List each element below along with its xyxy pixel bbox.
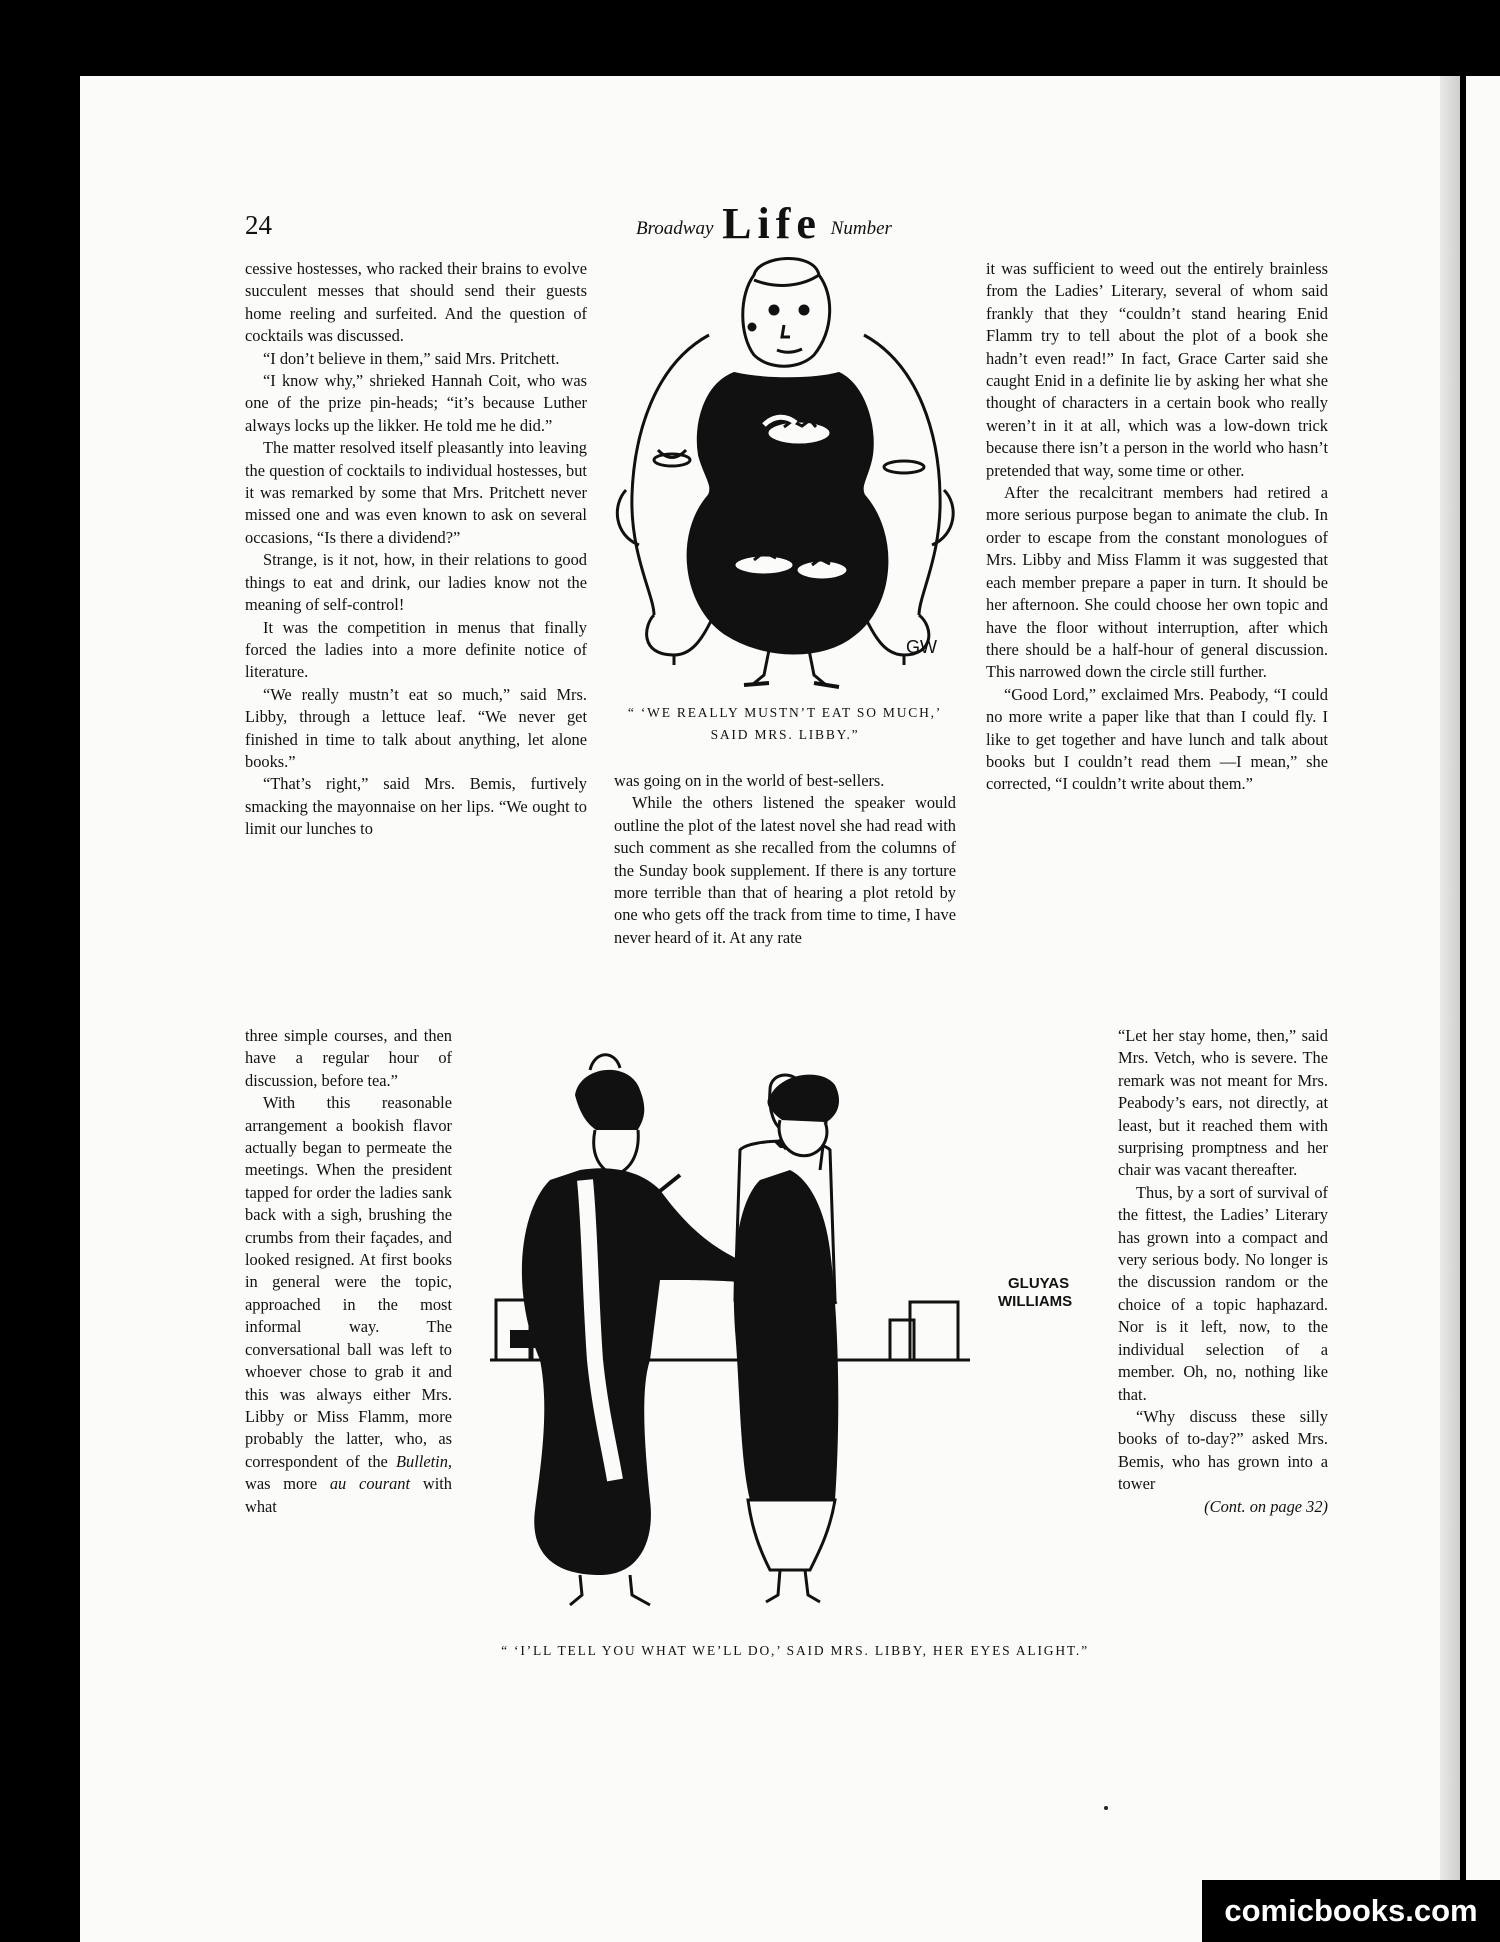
paragraph: “Good Lord,” exclaimed Mrs. Peabody, “I could no more write a paper like that than I could fly. I like to get together and have lunch and talk about books but I couldn’t read them —I mean,” she corrected, “I couldn’t write about them.”: [986, 684, 1328, 794]
paragraph: it was sufficient to weed out the entirely brainless from the Ladies’ Literary, several of whom said frankly that they “couldn’t stand hearing Enid Flamm try to tell about the plot of a book she hadn’t even read!” In fact, Grace Carter said she caught Enid in a definite lie by asking her what she thought of characters in a certain book who really weren’t in it at all, which was a low-down trick because there isn’t a person in the world who hasn’t pretended that way, some time or other.: [986, 259, 1328, 480]
paragraph: Strange, is it not, how, in their relations to good things to eat and drink, our ladies know not the meaning of self-control!: [245, 550, 587, 615]
paragraph: Thus, by a sort of survival of the fittest, the Ladies’ Literary has grown into a compact and very serious body. No longer is the discussion random or the choice of a topic haphazard. Nor is it left, now, to the individual selection of a member. Oh, no, nothing like that.: [1118, 1182, 1328, 1404]
publication-name: Bulletin,: [396, 1451, 452, 1471]
running-head-prefix: Broadway: [636, 218, 714, 239]
woman-eating-cartoon: [614, 255, 956, 695]
paragraph-text: was more: [245, 1474, 317, 1494]
left-column-bottom: [245, 1025, 452, 1518]
paragraph: cessive hostesses, who racked their brains to evolve succulent messes that should send their guests home reeling and surfeited. And the question of cocktails was discussed.: [245, 259, 587, 346]
middle-column: [614, 770, 956, 949]
paragraph: [245, 1092, 452, 1518]
foreign-phrase: au courant: [329, 1474, 411, 1494]
paragraph: While the others listened the speaker would outline the plot of the latest novel she had read with such comment as she recalled from the columns of the Sunday book supplement. If there is any torture more terrible than that of hearing a plot retold by one who gets off the track from time to time, I have never heard of it. At any rate: [614, 793, 956, 947]
bookshop-cartoon: [490, 1030, 1100, 1630]
paragraph: “We really mustn’t eat so much,” said Mrs. Libby, through a lettuce leaf. “We never get finished in time to talk about anything, let alone books.”: [245, 684, 587, 771]
continuation-note: (Cont. on page 32): [1204, 1496, 1328, 1516]
left-column-top: [245, 258, 587, 841]
stray-mark: [1104, 1806, 1108, 1810]
paragraph: “Let her stay home, then,” said Mrs. Vetch, who is severe. The remark was not meant for Mrs. Peabody’s ears, not directly, at least, but it reached them with surprising promptness and her chair was vacant thereafter.: [1118, 1026, 1328, 1180]
paragraph: It was the competition in menus that finally forced the ladies into a more definite notice of literature.: [245, 617, 587, 682]
paragraph: The matter resolved itself pleasantly into leaving the question of cocktails to individual hostesses, but it was remarked by some that Mrs. Pritchett never missed one and was even known to ask on several occasions, “Is there a dividend?”: [245, 438, 587, 547]
running-head: [636, 198, 956, 249]
paragraph-text: With this reasonable arrangement a bookish flavor actually began to permeate the meetings. When the president tapped for order the ladies sank back with a sigh, brushing the crumbs from their façades, and looked resigned. At first books in general were the topic, approached in the most informal way. The conversational ball was left to whoever chose to grab it and this was always either Mrs. Libby or Miss Flamm, more probably the latter, who, as correspondent of the: [245, 1093, 452, 1471]
paragraph: “I know why,” shrieked Hannah Coit, who was one of the prize pin-heads; “it’s because Luther always locks up the likker. He told me he did.”: [245, 371, 587, 435]
bottom-signature-line1: GLUYAS: [1008, 1275, 1070, 1292]
next-page-strip: [1460, 76, 1500, 1942]
paragraph: “That’s right,” said Mrs. Bemis, furtively smacking the mayonnaise on her lips. “We ought to limit our lunches to: [245, 774, 587, 839]
paragraph: After the recalcitrant members had retired a more serious purpose began to animate the club. In order to escape from the constant monologues of Mrs. Libby and Miss Flamm it was suggested that each member prepare a paper in turn. It should be her afternoon. She could choose her own topic and have the floor without interruption, after which there should be a half-hour of general discussion. This narrowed down the circle still further.: [986, 483, 1328, 682]
bottom-caption: “ ‘I’LL TELL YOU WHAT WE’LL DO,’ SAID MRS. LIBBY, HER EYES ALIGHT.”: [501, 1643, 1089, 1658]
page-edge: [1440, 76, 1460, 1942]
running-head-title: Life: [722, 199, 822, 248]
top-caption: “ ‘WE REALLY MUSTN’T EAT SO MUCH,’ SAID MRS. LIBBY.”: [627, 705, 943, 742]
right-column-bottom: [1118, 1025, 1328, 1518]
paragraph-text: with what: [245, 1474, 452, 1516]
paragraph: “Why discuss these silly books of to-day?” asked Mrs. Bemis, who has grown into a tower: [1118, 1406, 1328, 1494]
running-head-suffix: Number: [830, 218, 892, 239]
paragraph: was going on in the world of best-sellers.: [614, 771, 885, 790]
paragraph: three simple courses, and then have a regular hour of discussion, before tea.”: [245, 1026, 452, 1090]
paragraph: “I don’t believe in them,” said Mrs. Pritchett.: [263, 348, 560, 368]
watermark: comicbooks.com: [1202, 1880, 1500, 1942]
top-signature: GW: [906, 637, 937, 657]
bottom-signature-line2: WILLIAMS: [998, 1293, 1073, 1310]
page-number: 24: [245, 210, 272, 240]
right-column-top: [986, 258, 1328, 796]
